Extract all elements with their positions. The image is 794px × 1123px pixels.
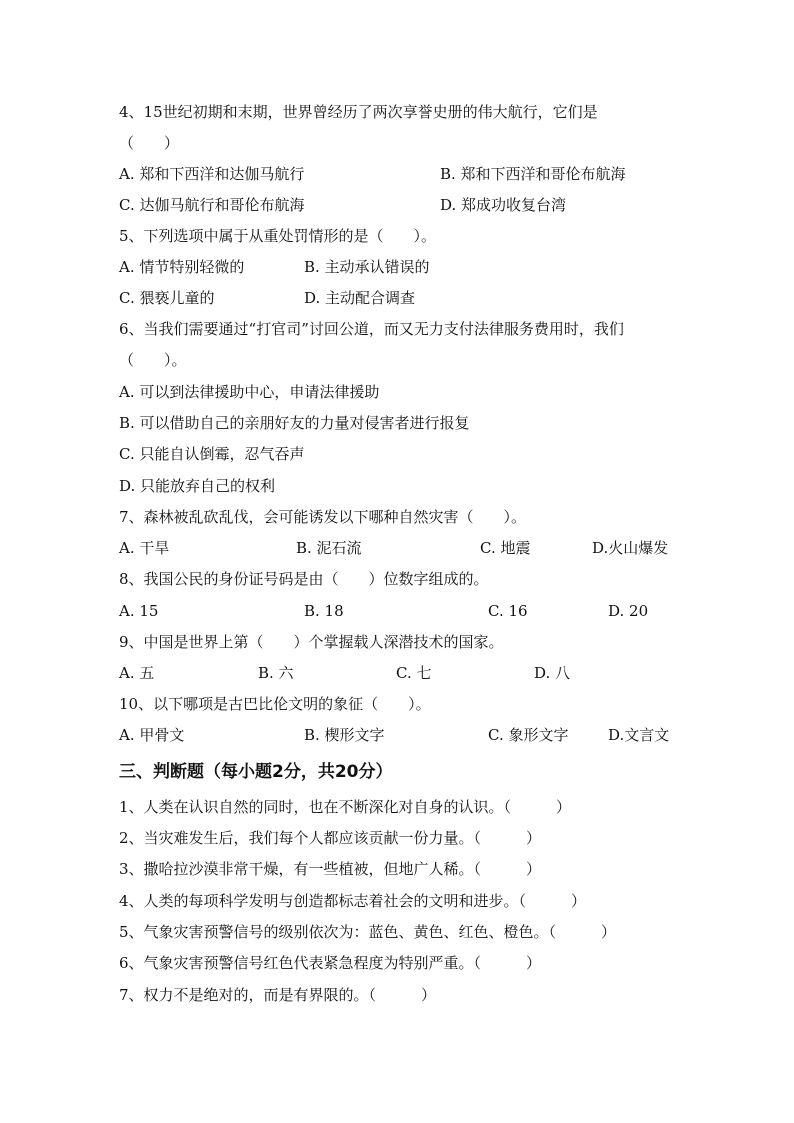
q9-option-b: B. 六 — [258, 664, 294, 682]
judgment-item-5: 5、气象灾害预警信号的级别依次为：蓝色、黄色、红色、橙色。（ ） — [119, 923, 617, 941]
q4-option-b: B. 郑和下西洋和哥伦布航海 — [440, 165, 626, 183]
judgment-item-4: 4、人类的每项科学发明与创造都标志着社会的文明和进步。（ ） — [119, 892, 587, 910]
q6-option-a: A. 可以到法律援助中心，申请法律援助 — [119, 383, 380, 401]
q10-option-a: A. 甲骨文 — [119, 726, 185, 744]
q9-option-a: A. 五 — [119, 664, 155, 682]
q10-option-d: D.文言文 — [608, 726, 670, 744]
q4-option-c: C. 达伽马航行和哥伦布航海 — [119, 196, 305, 214]
judgment-item-7: 7、权力不是绝对的，而是有界限的。（ ） — [119, 986, 437, 1004]
q5-option-d: D. 主动配合调查 — [304, 289, 416, 307]
judgment-item-1: 1、人类在认识自然的同时，也在不断深化对自身的认识。（ ） — [119, 798, 572, 816]
q9-stem: 9、中国是世界上第（ ）个掌握载人深潜技术的国家。 — [119, 633, 504, 651]
judgment-item-6: 6、气象灾害预警信号红色代表紧急程度为特别严重。（ ） — [119, 954, 542, 972]
q9-option-d: D. 八 — [534, 664, 571, 682]
q8-stem: 8、我国公民的身份证号码是由（ ）位数字组成的。 — [119, 570, 489, 588]
section-3-heading: 三、判断题（每小题2分，共20分） — [119, 762, 393, 782]
q5-stem: 5、下列选项中属于从重处罚情形的是（ ）。 — [119, 227, 437, 245]
q4-answer-paren: （ ） — [119, 134, 180, 152]
q6-option-b: B. 可以借助自己的亲朋好友的力量对侵害者进行报复 — [119, 414, 470, 432]
q8-option-d: D. 20 — [608, 602, 649, 620]
q10-option-b: B. 楔形文字 — [304, 726, 385, 744]
q4-option-d: D. 郑成功收复台湾 — [440, 196, 567, 214]
q6-answer-paren: （ ）。 — [119, 351, 187, 369]
q6-stem: 6、当我们需要通过“打官司”讨回公道，而又无力支付法律服务费用时，我们 — [119, 320, 624, 338]
q4-option-a: A. 郑和下西洋和达伽马航行 — [119, 165, 305, 183]
q7-option-a: A. 干旱 — [119, 539, 170, 557]
judgment-item-3: 3、撒哈拉沙漠非常干燥，有一些植被，但地广人稀。（ ） — [119, 860, 542, 878]
q5-option-c: C. 猥亵儿童的 — [119, 289, 215, 307]
q7-option-c: C. 地震 — [480, 539, 531, 557]
q4-stem: 4、15世纪初期和末期，世界曾经历了两次享誉史册的伟大航行，它们是 — [119, 103, 598, 121]
q6-option-c: C. 只能自认倒霉，忍气吞声 — [119, 445, 305, 463]
q5-option-b: B. 主动承认错误的 — [304, 258, 430, 276]
q7-option-d: D.火山爆发 — [592, 539, 669, 557]
judgment-item-2: 2、当灾难发生后，我们每个人都应该贡献一份力量。（ ） — [119, 829, 542, 847]
q5-option-a: A. 情节特别轻微的 — [119, 258, 245, 276]
q7-stem: 7、森林被乱砍乱伐，会可能诱发以下哪种自然灾害（ ）。 — [119, 508, 527, 526]
q9-option-c: C. 七 — [396, 664, 432, 682]
q7-option-b: B. 泥石流 — [296, 539, 362, 557]
q6-option-d: D. 只能放弃自己的权利 — [119, 477, 276, 495]
q10-stem: 10、以下哪项是古巴比伦文明的象征（ ）。 — [119, 695, 431, 713]
q10-option-c: C. 象形文字 — [488, 726, 569, 744]
q8-option-a: A. 15 — [119, 602, 159, 620]
q8-option-b: B. 18 — [304, 602, 344, 620]
q8-option-c: C. 16 — [488, 602, 528, 620]
